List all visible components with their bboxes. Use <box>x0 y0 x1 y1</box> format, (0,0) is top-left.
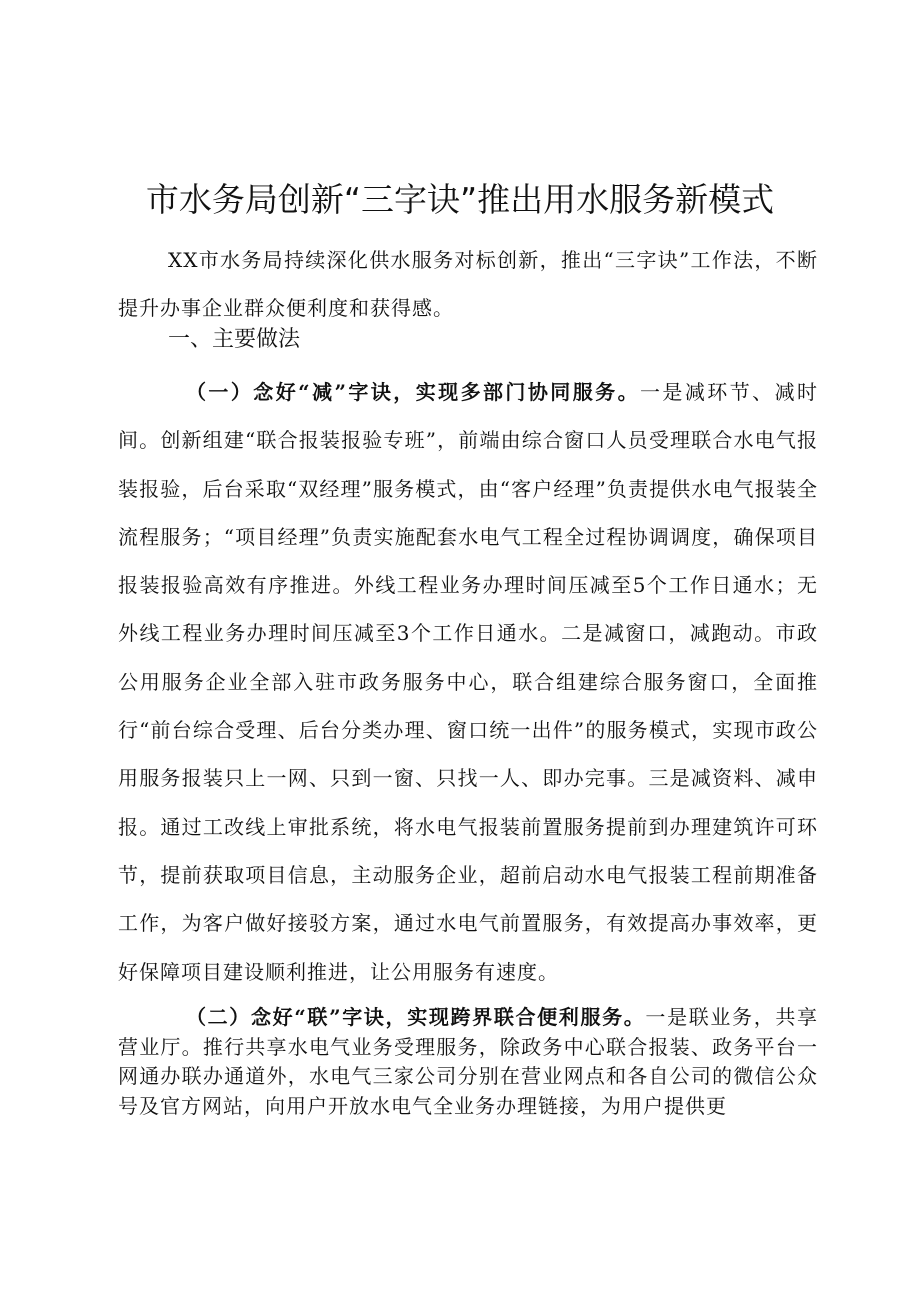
intro-paragraph: XX市水务局持续深化供水服务对标创新，推出“三字诀”工作法，不断提升办事企业群众便利度和获得感。 <box>118 248 818 320</box>
paragraph-item-1 <box>118 368 818 996</box>
section-heading: 一、主要做法 <box>168 327 301 352</box>
item-2-lead: （二）念好“联”字诀，实现跨界联合便利服务。 <box>186 1005 646 1029</box>
item-1-lead: （一）念好“减”字诀，实现多部门协同服务。 <box>186 380 640 404</box>
paragraph-item-2 <box>118 1003 818 1121</box>
document-title: 市水务局创新“三字诀”推出用水服务新模式 <box>145 180 775 219</box>
item-2-body: 一是联业务，共享营业厅。推行共享水电气业务受理服务，除政务中心联合报装、政务平台一网通办联办通道外，水电气三家公司分别在营业网点和各自公司的微信公众号及官方网站，向用户开放水电气全业务办理链接，为用户提供更 <box>118 1005 819 1118</box>
item-1-body: 一是减环节、减时间。创新组建“联合报装报验专班”，前端由综合窗口人员受理联合水电气报装报验，后台采取“双经理”服务模式，由“客户经理”负责提供水电气报装全流程服务；“项目经理”负责实施配套水电气工程全过程协调调度，确保项目报装报验高效有序推进。外线工程业务办理时间压减至5个工作日通水；无外线工程业务办理时间压减至3个工作日通水。二是减窗口，减跑动。市政公用服务企业全部入驻市政务服务中心，联合组建综合服务窗口，全面推行“前台综合受理、后台分类办理、窗口统一出件”的服务模式，实现市政公用服务报装只上一网、只到一窗、只找一人、即办完事。三是减资料、减申报。通过工改线上审批系统，将水电气报装前置服务提前到办理建筑许可环节，提前获取项目信息，主动服务企业，超前启动水电气报装工程前期准备工作，为客户做好接驳方案，通过水电气前置服务，有效提高办事效率，更好保障项目建设顺利推进，让公用服务有速度。 <box>118 380 818 984</box>
